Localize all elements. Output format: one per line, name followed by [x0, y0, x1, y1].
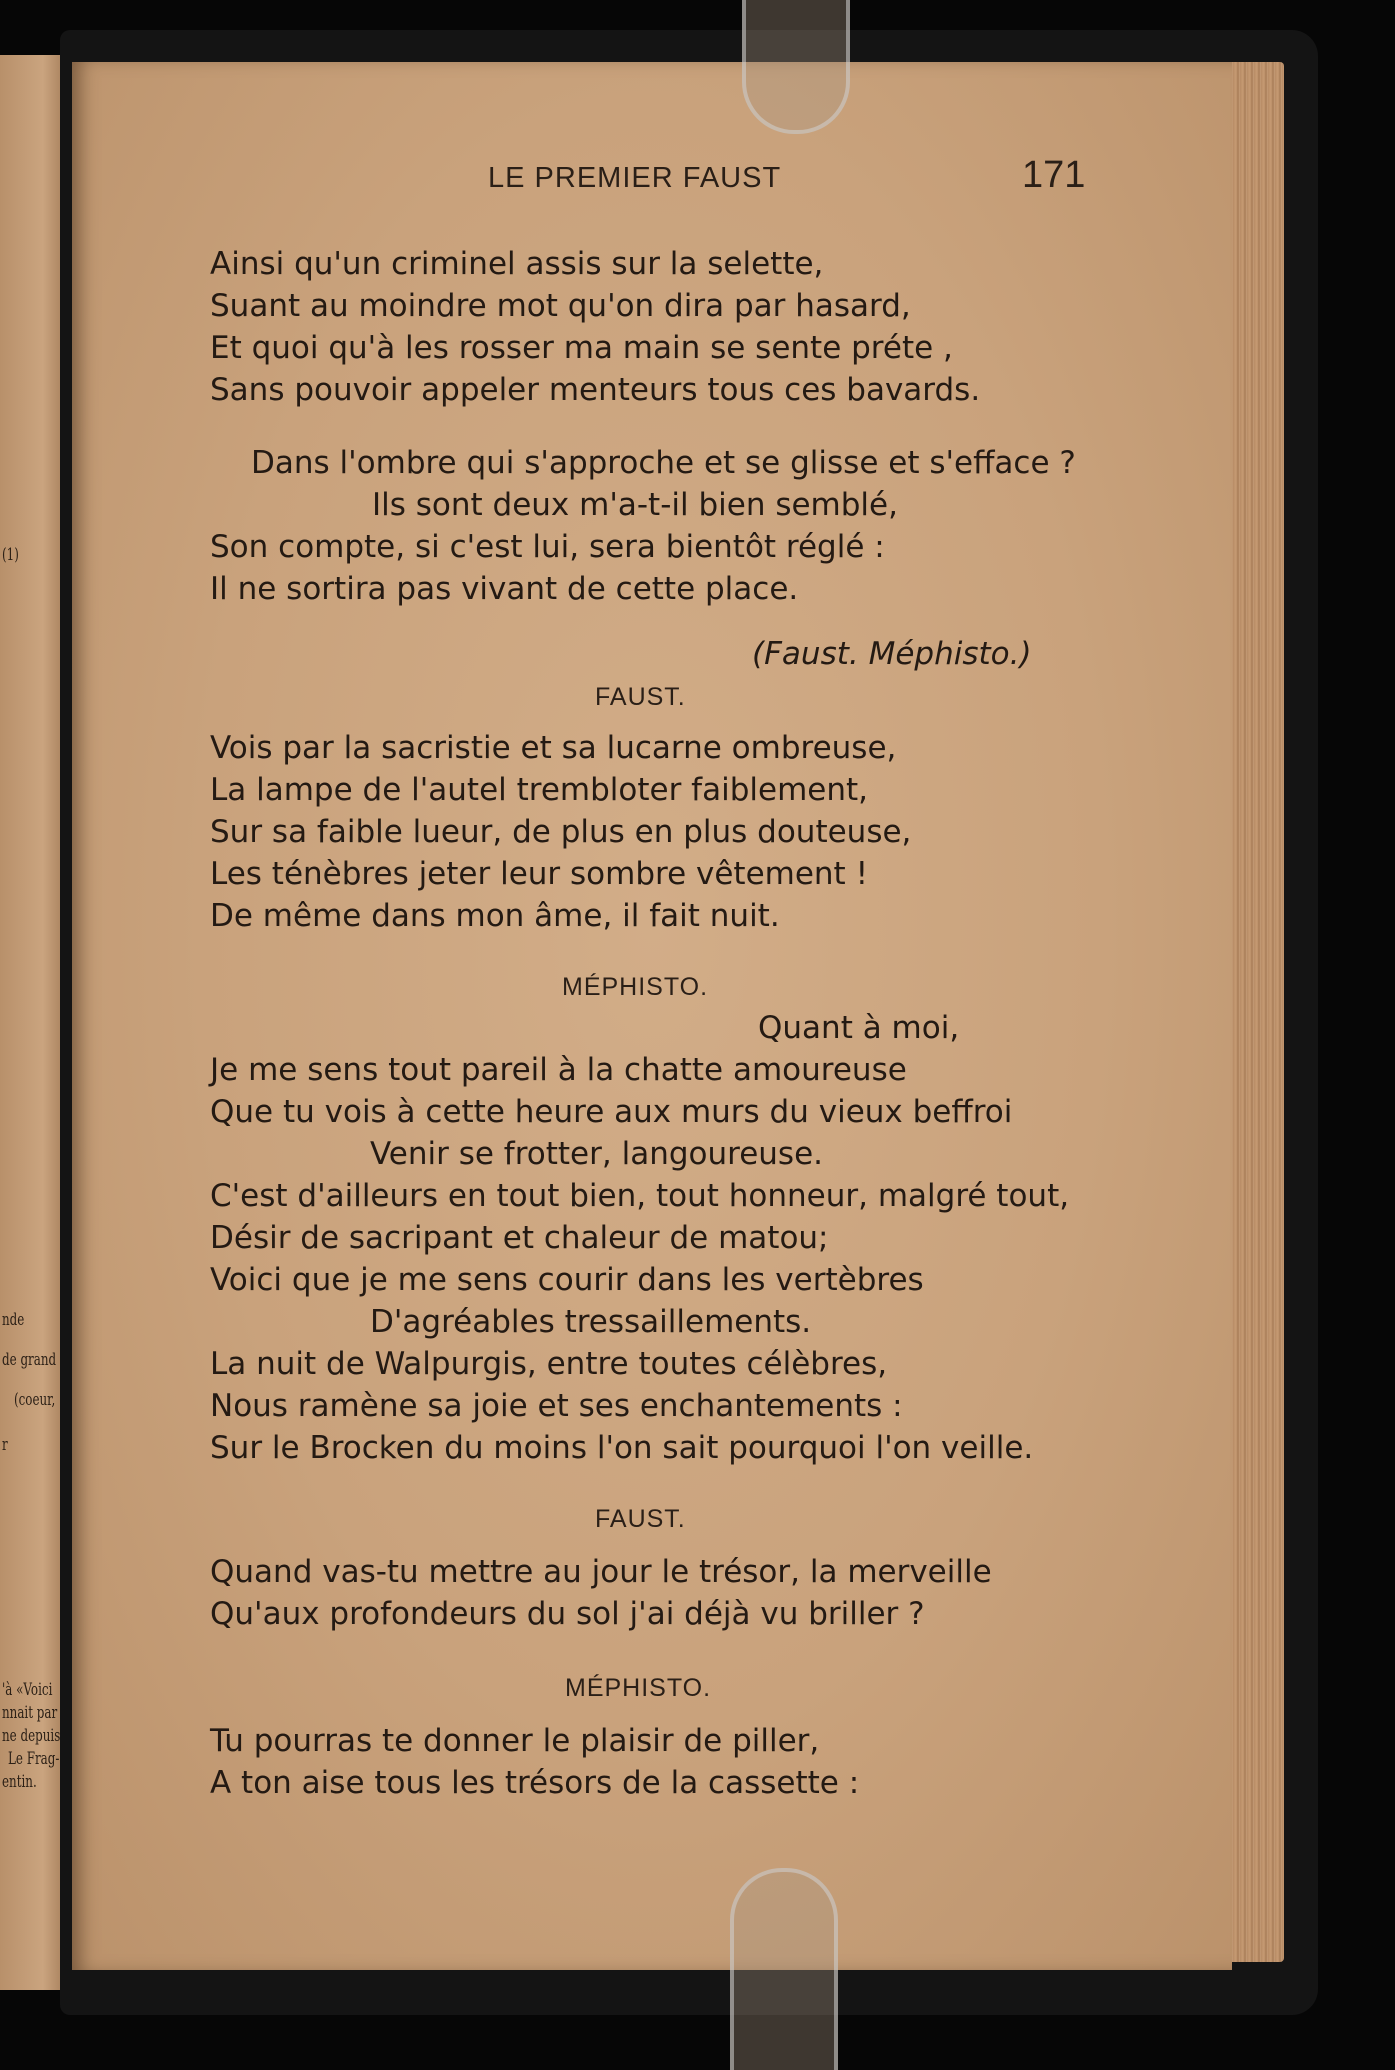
verse-line: Sur le Brocken du moins l'on sait pourquoi l'on veille. — [210, 1430, 1034, 1466]
verse-line: Vois par la sacristie et sa lucarne ombreuse, — [210, 730, 897, 766]
margin-fragment: nnait par — [2, 1703, 58, 1723]
margin-fragment: nde — [2, 1310, 25, 1330]
verse-line: D'agréables tressaillements. — [370, 1304, 812, 1340]
verse-line: Nous ramène sa joie et ses enchantements : — [210, 1388, 903, 1424]
page-number: 171 — [1022, 154, 1086, 196]
margin-fragment: de grand — [2, 1350, 57, 1370]
margin-fragment: entin. — [2, 1772, 37, 1792]
stage-direction: (Faust. Méphisto.) — [752, 636, 1032, 672]
margin-fragment: ne depuis — [2, 1726, 61, 1746]
margin-fragment: r — [2, 1435, 8, 1455]
verse-line: Il ne sortira pas vivant de cette place. — [210, 571, 799, 607]
verse-line: Les ténèbres jeter leur sombre vêtement ! — [210, 856, 868, 892]
verse-line: De même dans mon âme, il fait nuit. — [210, 898, 780, 934]
speaker-label: FAUST. — [595, 1505, 686, 1533]
speaker-label: FAUST. — [595, 683, 686, 711]
verse-line: Quant à moi, — [758, 1010, 960, 1046]
margin-fragment: 'à «Voici — [2, 1680, 53, 1700]
running-head: LE PREMIER FAUST — [488, 162, 782, 194]
margin-fragment: (1) — [2, 545, 19, 565]
verse-line: Dans l'ombre qui s'approche et se glisse et s'efface ? — [251, 445, 1076, 481]
verse-line: Ainsi qu'un criminel assis sur la selette, — [210, 246, 824, 282]
verse-line: Venir se frotter, langoureuse. — [370, 1136, 823, 1172]
verse-line: Je me sens tout pareil à la chatte amoureuse — [210, 1052, 907, 1088]
verse-line: Désir de sacripant et chaleur de matou; — [210, 1220, 829, 1256]
speaker-label: MÉPHISTO. — [565, 1674, 712, 1702]
verse-line: Voici que je me sens courir dans les vertèbres — [210, 1262, 924, 1298]
verse-line: Qu'aux profondeurs du sol j'ai déjà vu briller ? — [210, 1596, 925, 1632]
verse-line: La nuit de Walpurgis, entre toutes célèbres, — [210, 1346, 888, 1382]
verse-line: Sur sa faible lueur, de plus en plus douteuse, — [210, 814, 912, 850]
verse-line: Quand vas-tu mettre au jour le trésor, la merveille — [210, 1554, 992, 1590]
verse-line: Ils sont deux m'a-t-il bien semblé, — [372, 487, 898, 523]
verse-line: Sans pouvoir appeler menteurs tous ces bavards. — [210, 372, 981, 408]
verse-line: Tu pourras te donner le plaisir de piller, — [210, 1723, 820, 1759]
verse-line: Son compte, si c'est lui, sera bientôt réglé : — [210, 529, 885, 565]
verse-line: Que tu vois à cette heure aux murs du vieux beffroi — [210, 1094, 1013, 1130]
verse-line: A ton aise tous les trésors de la cassette : — [210, 1765, 860, 1801]
verse-line: Et quoi qu'à les rosser ma main se sente préte , — [210, 330, 953, 366]
verse-line: La lampe de l'autel trembloter faiblement, — [210, 772, 868, 808]
margin-fragment: (coeur, — [14, 1390, 56, 1410]
margin-fragment: Le Frag- — [8, 1749, 60, 1769]
verse-line: C'est d'ailleurs en tout bien, tout honneur, malgré tout, — [210, 1178, 1070, 1214]
verse-line: Suant au moindre mot qu'on dira par hasard, — [210, 288, 911, 324]
speaker-label: MÉPHISTO. — [562, 973, 709, 1001]
